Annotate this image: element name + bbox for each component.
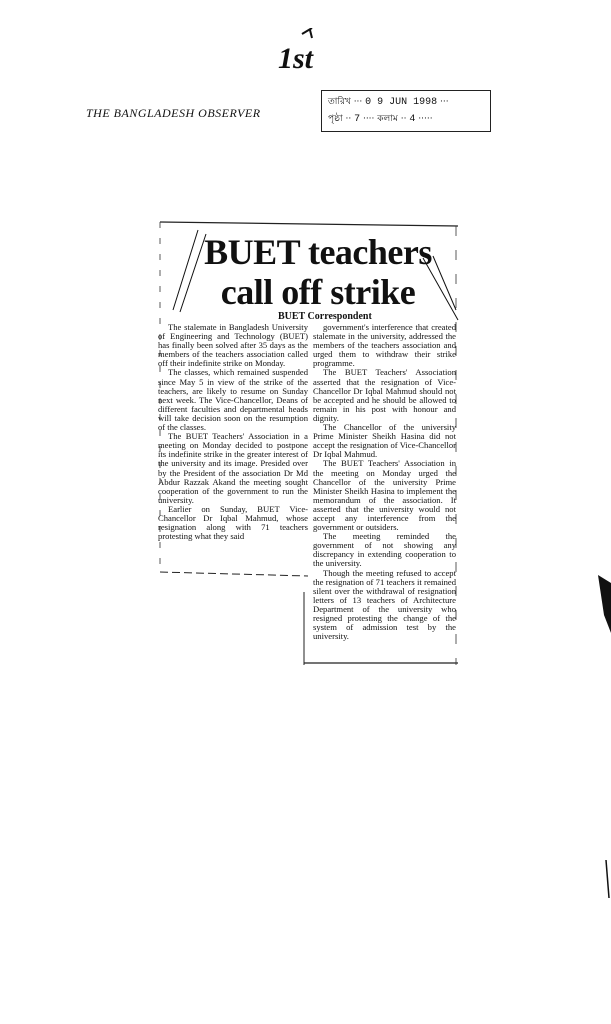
scan-edge-mark bbox=[600, 860, 611, 900]
paragraph: The Chancellor of the university Prime Minister Sheikh Hasina did not accept the resignation of Vice-Chancellor Dr Iqbal Mahmud. bbox=[313, 422, 456, 460]
paragraph: The meeting reminded the government of not showing any discrepancy in extending cooperation to the university. bbox=[313, 531, 456, 569]
paragraph: The BUET Teachers' Association in a meeting on Monday decided to postpone its indefinite strike in the greater interest of the university and its image. Presided over by the President of the association Dr Md Abdur Razzak Akand the meeting sought cooperation of the government to run the university. bbox=[158, 431, 308, 505]
paragraph: government's interference that created stalemate in the university, addressed the members of the teachers association and urged them to withdraw their strike programme. bbox=[313, 322, 456, 369]
stamp-date-label: তারিখ bbox=[328, 97, 351, 107]
article-column-right bbox=[313, 323, 456, 641]
stamp-page-row: পৃষ্ঠা ·· 7 ···· কলাম ·· 4 ····· bbox=[328, 114, 433, 125]
paragraph: The classes, which remained suspended since May 5 in view of the strike of the teachers, are likely to resume on Sunday next week. The Vice-Chancellor, Deans of different faculties and departmental heads will take decision soon on the resumption of the classes. bbox=[158, 367, 308, 433]
article-column-left bbox=[158, 323, 308, 541]
handwritten-number: 1st bbox=[278, 42, 314, 75]
headline-line-2: call off strike bbox=[220, 272, 416, 312]
stamp-column-label: কলাম bbox=[377, 114, 398, 124]
paragraph: Though the meeting refused to accept the resignation of 71 teachers it remained silent over the withdrawal of resignation letters of 13 teachers of Architecture Department of the university who resigned protesting the change of the system of admission test by the university. bbox=[313, 567, 456, 642]
article-byline: BUET Correspondent bbox=[278, 311, 372, 322]
scan-edge-mark bbox=[596, 575, 611, 635]
handwritten-mark bbox=[272, 28, 322, 84]
stamp-column-value: 4 bbox=[409, 114, 416, 125]
stamp-date-row: তারিখ ··· 0 9 JUN 1998 ··· bbox=[328, 97, 449, 108]
stamp-page-label: পৃষ্ঠা bbox=[328, 114, 343, 124]
date-stamp bbox=[321, 90, 491, 132]
article-headline bbox=[188, 232, 448, 312]
paragraph: The BUET Teachers' Association in the meeting on Monday urged the Chancellor of the university Prime Minister Sheikh Hasina to implement the memorandum of the association. It asserted that the university would not accept any interference from the government or outsiders. bbox=[313, 458, 456, 533]
paragraph: Earlier on Sunday, BUET Vice-Chancellor Dr Iqbal Mahmud, whose resignation along with 71 teachers protesting what they said bbox=[158, 503, 308, 542]
stamp-date-value: 0 9 JUN 1998 bbox=[365, 97, 438, 108]
paragraph: The stalemate in Bangladesh University of Engineering and Technology (BUET) has finally been solved after 35 days as the members of the teachers association called off their indefinite strike on Monday. bbox=[158, 322, 308, 369]
stamp-page-value: 7 bbox=[354, 114, 361, 125]
publication-name: THE BANGLADESH OBSERVER bbox=[86, 106, 261, 120]
newspaper-clipping bbox=[158, 220, 460, 665]
paragraph: The BUET Teachers' Association asserted that the resignation of Vice-Chancellor Dr Iqbal Mahmud should not be accepted and he should be allowed to remain in his post with honour and dignity. bbox=[313, 367, 456, 423]
headline-line-1: BUET teachers bbox=[204, 232, 432, 272]
